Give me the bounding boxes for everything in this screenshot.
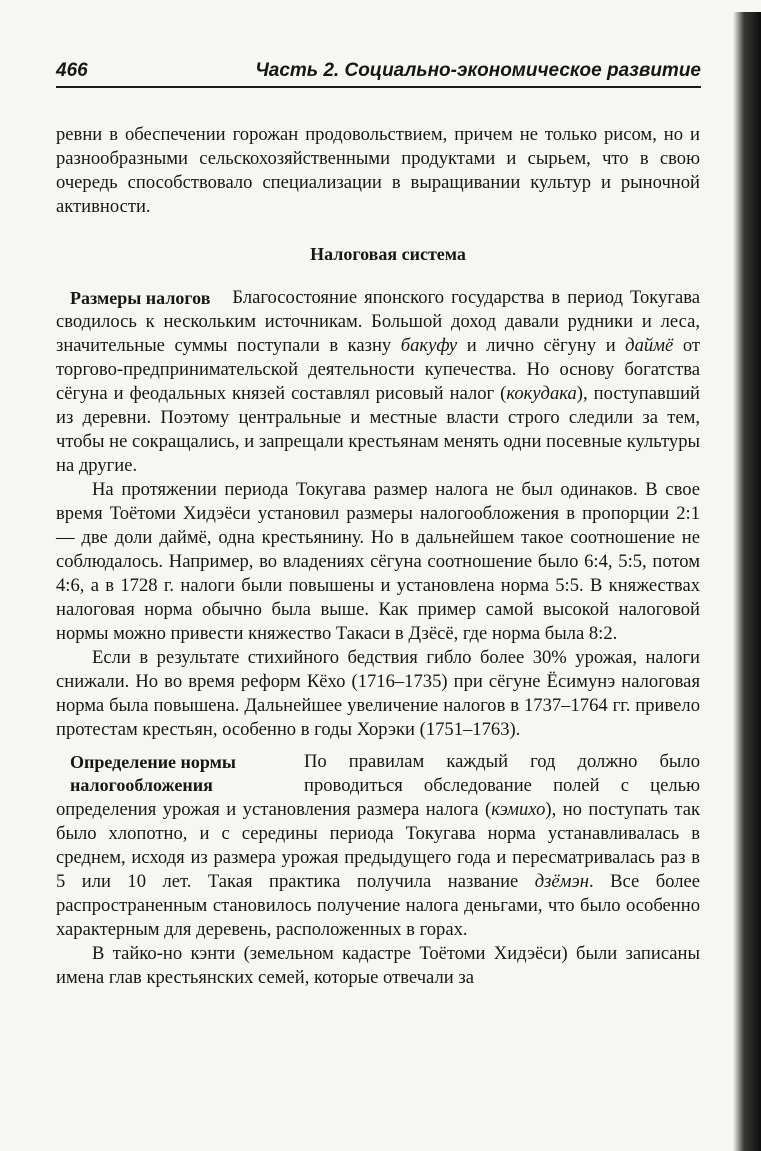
tax-size-paragraph	[56, 286, 700, 478]
text-run: . Все более распространенным становилось получение налога деньгами, что было особенно характерным для деревень, расположенных в горах.	[56, 871, 700, 940]
text-run: Благосостояние японского государства в период Токугава сводилось к нескольким источникам. Большой доход давали рудники и леса, значительные суммы поступали в казну	[56, 287, 700, 356]
text-run: и лично сёгуну и	[457, 335, 626, 356]
tax-increase-paragraph: Если в результате стихийного бедствия гибло более 30% урожая, налоги снижали. Но во время реформ Кёхо (1716–1735) при сёгуне Ёсимунэ налоговая норма была повышена. Дальнейшее увеличение налогов в 1737–1764 гг. привело протестам крестьян, особенно в годы Хорэки (1751–1763).	[56, 647, 700, 740]
text-run: ), поступавший из деревни. Поэтому центральные и местные власти строго следили за тем, чтобы не сокращались, и запрещали крестьянам менять одни посевные культуры на другие.	[56, 383, 700, 476]
scan-shadow-edge	[733, 12, 761, 1151]
text-run: от торгово-предпринимательской деятельности купечества. Но основу богатства сёгуна и феодальных князей составлял рисовый налог (	[56, 335, 700, 404]
running-header	[56, 60, 701, 88]
tax-norm-paragraph	[56, 750, 700, 942]
term-dzemen: дзёмэн	[534, 871, 589, 892]
page-body	[56, 123, 700, 990]
term-kemiho: кэмихо	[491, 799, 546, 820]
side-heading-tax-norm: Определение нормы налогообложения	[70, 752, 236, 795]
tax-ratio-paragraph: На протяжении периода Токугава размер налога не был одинаков. В свое время Тоётоми Хидэёси установил размеры налогообложения в пропорции 2:1 — две доли даймё, одна крестьянину. Но в дальнейшем такое соотношение не соблюдалось. Например, во владениях сёгуна соотношение было 6:4, 5:5, потом 4:6, а в 1728 г. налоги были повышены и установлена норма 5:5. В княжествах налоговая норма обычно была выше. Как пример самой высокой налоговой нормы можно привести княжество Такаси в Дзёсё, где норма была 8:2.	[56, 479, 700, 644]
term-kokudaka: кокудака	[506, 383, 577, 404]
intro-paragraph: ревни в обеспечении горожан продовольствием, причем не только рисом, но и разнообразными сельскохозяйственными продуктами и сырьем, что в свою очередь способствовало специализации в выращивании культур и рыночной активности.	[56, 124, 700, 217]
term-bakufu: бакуфу	[400, 335, 458, 356]
cadastre-paragraph: В тайко-но кэнти (земельном кадастре Тоётоми Хидэёси) были записаны имена глав крестьянских семей, которые отвечали за	[56, 943, 700, 988]
page-number: 466	[56, 60, 88, 81]
side-heading-tax-size: Размеры налогов	[70, 288, 211, 308]
text-run: ), но поступать так было хлопотно, и с середины периода Токугава норма устанавливалась в среднем, исходя из размера урожая предыдущего года и пересматривалась раз в 5 или 10 лет. Такая практика получила название	[56, 799, 700, 892]
running-title: Часть 2. Социально-экономическое развитие	[255, 60, 701, 81]
text-run: По правилам каждый год должно было проводиться обследование полей с целью определения урожая и установления размера налога (	[56, 751, 700, 820]
term-daimyo: даймё	[625, 335, 674, 356]
section-title: Налоговая система	[310, 244, 466, 264]
